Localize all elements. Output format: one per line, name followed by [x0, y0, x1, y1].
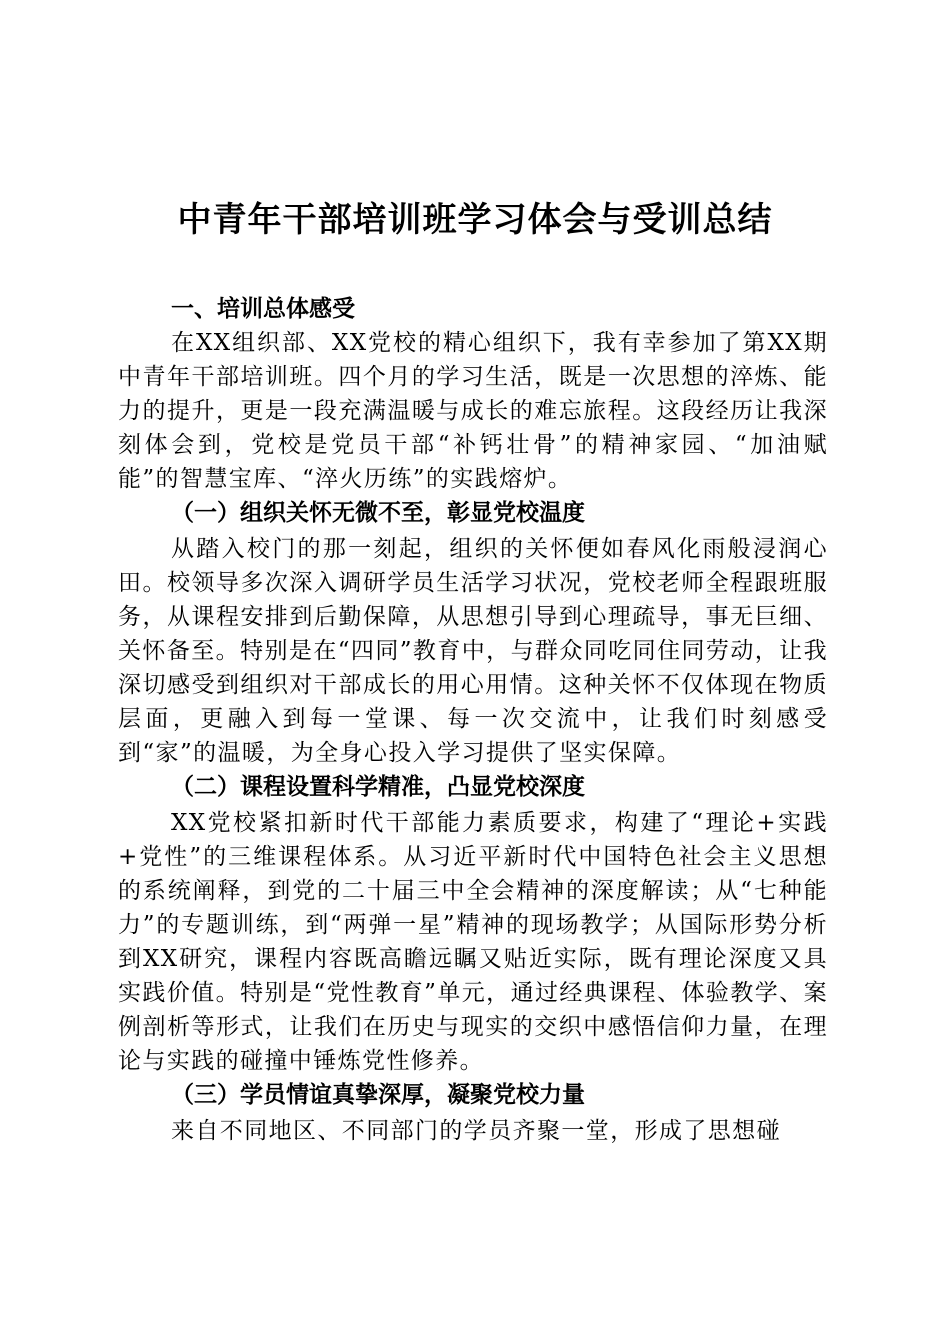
- document-title: 中青年干部培训班学习体会与受训总结: [177, 200, 773, 240]
- subsection-paragraph-2: XX党校紧扣新时代干部能力素质要求，构建了“理论+实践+党性”的三维课程体系。从习近平新时代中国特色社会主义思想的系统阐释，到党的二十届三中全会精神的深度解读；从“七种能力”的专题训练，到“两弹一星”精神的现场教学；从国际形势分析到XX研究，课程内容既高瞻远瞩又贴近实际，既有理论深度又具实践价值。特别是“党性教育”单元，通过经典课程、体验教学、案例剖析等形式，让我们在历史与现实的交织中感悟信仰力量，在理论与实践的碰撞中锤炼党性修养。: [118, 810, 828, 1074]
- subsection-heading-2: （二）课程设置科学精准，凸显党校深度: [171, 773, 585, 800]
- subsection-paragraph-1: 从踏入校门的那一刻起，组织的关怀便如春风化雨般浸润心田。校领导多次深入调研学员生活学习状况，党校老师全程跟班服务，从课程安排到后勤保障，从思想引导到心理疏导，事无巨细、关怀备至。特别是在“四同”教育中，与群众同吃同住同劳动，让我深切感受到组织对干部成长的用心用情。这种关怀不仅体现在物质层面，更融入到每一堂课、每一次交流中，让我们时刻感受到“家”的温暖，为全身心投入学习提供了坚实保障。: [118, 536, 828, 766]
- document-body: [118, 292, 828, 1148]
- section-intro-paragraph: 在XX组织部、XX党校的精心组织下，我有幸参加了第XX期中青年干部培训班。四个月的学习生活，既是一次思想的淬炼、能力的提升，更是一段充满温暖与成长的难忘旅程。这段经历让我深刻体会到，党校是党员干部“补钙壮骨”的精神家园、“加油赋能”的智慧宝库、“淬火历练”的实践熔炉。: [118, 330, 828, 492]
- subsection-heading-3: （三）学员情谊真挚深厚，凝聚党校力量: [171, 1081, 585, 1108]
- section-heading: 一、培训总体感受: [171, 296, 355, 322]
- subsection-paragraph-3: 来自不同地区、不同部门的学员齐聚一堂，形成了思想碰: [171, 1118, 781, 1144]
- subsection-heading-1: （一）组织关怀无微不至，彰显党校温度: [171, 499, 585, 526]
